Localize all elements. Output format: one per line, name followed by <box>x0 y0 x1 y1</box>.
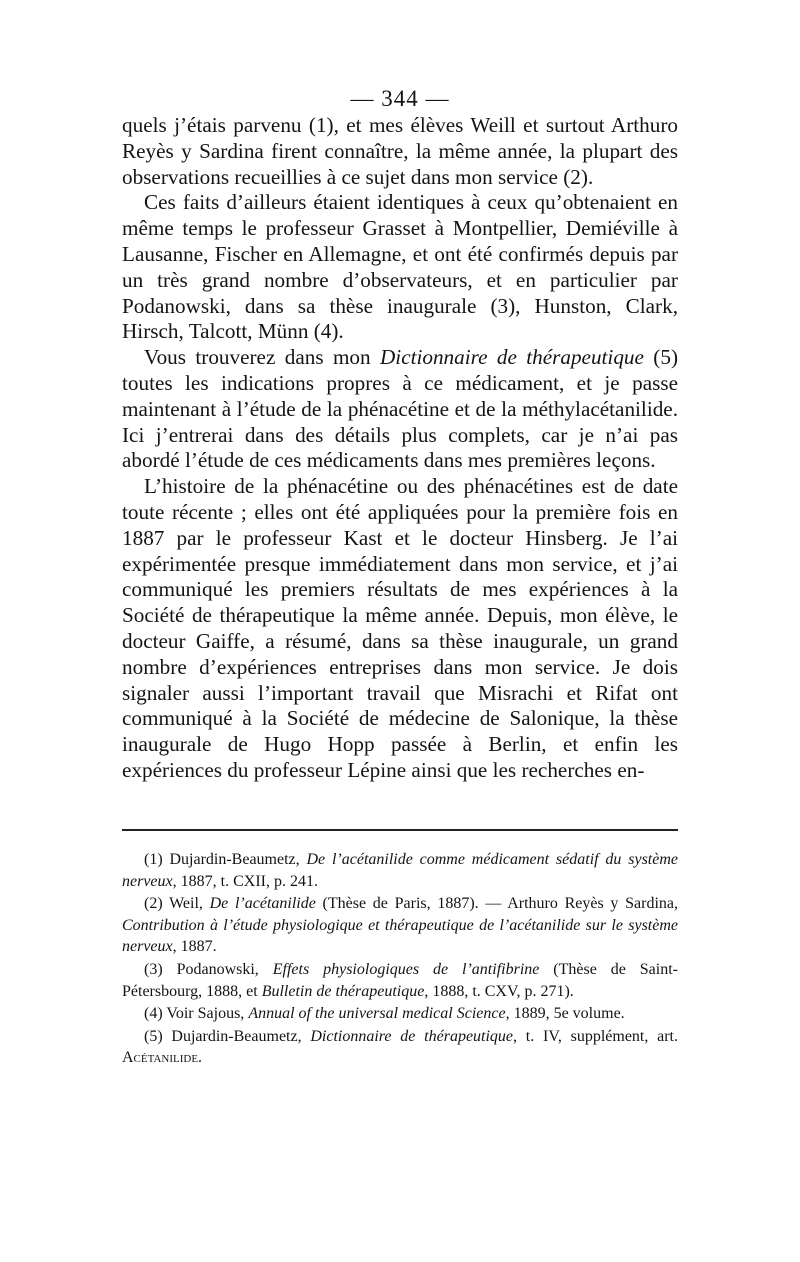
footnote-2 <box>122 893 678 958</box>
footnote-1-author: (1) Dujardin-Beaumetz, <box>144 851 307 868</box>
footnote-3-ref: (Thèse de Saint-Pétersbourg, 1888, et <box>122 960 678 1000</box>
paragraph-1: quels j’étais parvenu (1), et mes élèves Weill et surtout Arthuro Reyès y Sardina firent connaître, la même année, la plupart des observations recueillies à ce sujet dans mon service (2). <box>122 113 678 189</box>
footnote-5-title: Dictionnaire de thérapeutique <box>310 1027 514 1045</box>
paragraph-3 <box>122 345 678 474</box>
footnote-5 <box>122 1026 678 1069</box>
footnote-2-title-2: Contribution à l’étude physiologique et thérapeutique de l’acétanilide sur le système nerveux <box>122 916 678 956</box>
footnote-2-author: (2) Weil, <box>144 895 210 913</box>
footnote-2-title: De l’acétanilide <box>209 895 316 913</box>
page-number: — 344 — <box>350 86 450 111</box>
footnote-5-article: Acétanilide. <box>122 1049 203 1067</box>
footnotes <box>122 849 678 1069</box>
paragraph-2: Ces faits d’ailleurs étaient identiques à ceux qu’obtenaient en même temps le professeur Grasset à Montpellier, Demiéville à Lausanne, Fischer en Allemagne, et ont été confirmés depuis par un très grand nombre d’observateurs, et en particulier par Podanowski, dans sa thèse inaugurale (3), Hunston, Clark, Hirsch, Talcott, Münn (4). <box>122 190 678 344</box>
dictionary-title: Dictionnaire de thérapeutique <box>380 345 644 370</box>
footnote-4 <box>122 1003 678 1025</box>
paragraph-3-text-a: Vous trouverez dans mon <box>144 345 380 370</box>
footnote-1-title: De l’acétanilide comme médicament sédatif du système nerveux <box>122 851 678 890</box>
footnote-3-title: Effets physiologiques de l’antifibrine <box>272 960 540 978</box>
footnote-3-title-2: Bulletin de thérapeutique <box>261 982 425 1000</box>
footnote-3-author: (3) Podanowski, <box>144 960 273 978</box>
footnote-4-title: Annual of the universal medical Science <box>248 1005 506 1023</box>
main-text <box>122 113 678 784</box>
footnote-2-ref: (Thèse de Paris, 1887). — Arthuro Reyès y Sardina, <box>315 895 678 913</box>
footnote-divider <box>122 829 678 831</box>
footnote-2-year: , 1887. <box>172 938 217 956</box>
footnote-4-ref: , 1889, 5e volume. <box>505 1005 625 1023</box>
footnote-5-author: (5) Dujardin-Beaumetz, <box>144 1027 311 1045</box>
footnote-5-ref: , t. IV, supplément, art. <box>513 1027 678 1045</box>
footnote-3 <box>122 959 678 1002</box>
footnote-1-ref: , 1887, t. CXII, p. 241. <box>172 872 318 890</box>
footnote-1 <box>122 849 678 892</box>
paragraph-4: L’histoire de la phénacétine ou des phénacétines est de date toute récente ; elles ont été appliquées pour la première fois en 1887 par le professeur Kast et le docteur Hinsberg. Je l’ai expérimentée presque immédiatement dans mon service, et j’ai communiqué les premiers résultats de mes expériences à la Société de thérapeutique la même année. Depuis, mon élève, le docteur Gaiffe, a résumé, dans sa thèse inaugurale, un grand nombre d’expériences entreprises dans mon service. Je dois signaler aussi l’important travail que Misrachi et Rifat ont communiqué à la Société de médecine de Salonique, la thèse inaugurale de Hugo Hopp passée à Berlin, et enfin les expériences du professeur Lépine ainsi que les recherches en- <box>122 474 678 782</box>
footnote-4-author: (4) Voir Sajous, <box>144 1005 249 1023</box>
paragraph-3-text-b: (5) toutes les indications propres à ce médicament, et je passe maintenant à l’étude de la phénacétine et de la méthylacétanilide. Ici j’entrerai dans des détails plus complets, car je n’ai pas abordé l’étude de ces médicaments dans mes premières leçons. <box>122 345 678 473</box>
footnote-3-ref-2: , 1888, t. CXV, p. 271). <box>424 982 574 1000</box>
